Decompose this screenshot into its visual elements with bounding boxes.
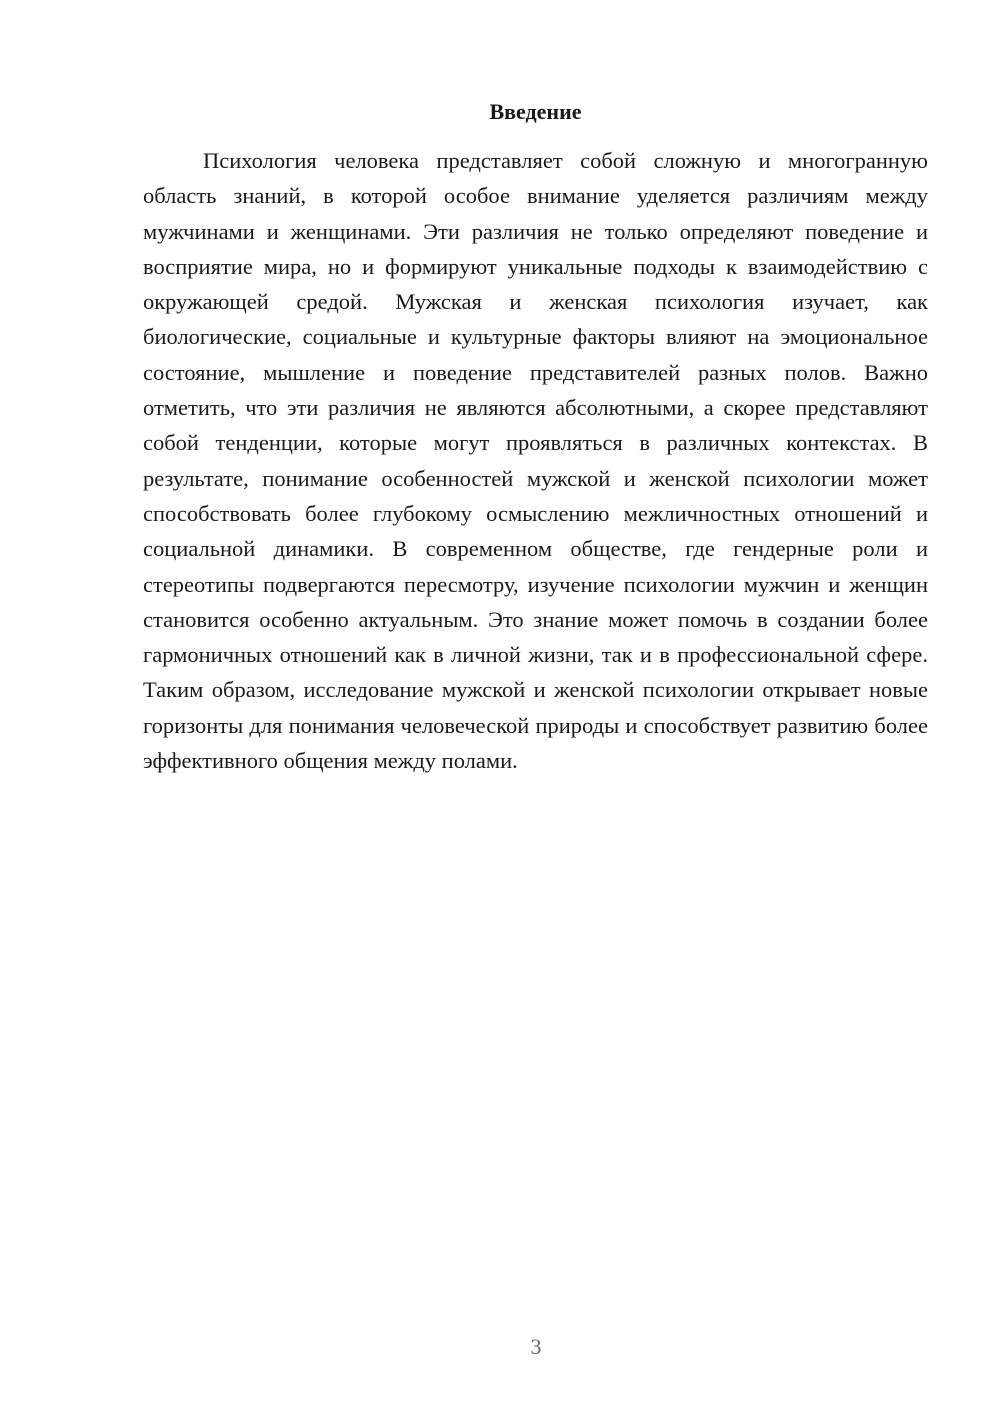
- section-heading: Введение: [489, 99, 582, 124]
- body-paragraph: Психология человека представляет собой сложную и многогранную область знаний, в которой особое внимание уделяется различиям между мужчинами и женщинами. Эти различия не только определяют поведение и восприятие мира, но и формируют уникальные подходы к взаимодействию с окружающей средой. Мужская и женская психология изучает, как биологические, социальные и культурные факторы влияют на эмоциональное состояние, мышление и поведение представителей разных полов. Важно отметить, что эти различия не являются абсолютными, а скорее представляют собой тенденции, которые могут проявляться в различных контекстах. В результате, понимание особенностей мужской и женской психологии может способствовать более глубокому осмыслению межличностных отношений и социальной динамики. В современном обществе, где гендерные роли и стереотипы подвергаются пересмотру, изучение психологии мужчин и женщин становится особенно актуальным. Это знание может помочь в создании более гармоничных отношений как в личной жизни, так и в профессиональной сфере. Таким образом, исследование мужской и женской психологии открывает новые горизонты для понимания человеческой природы и способствует развитию более эффективного общения между полами.: [143, 148, 928, 774]
- page-number: 3: [530, 1334, 542, 1359]
